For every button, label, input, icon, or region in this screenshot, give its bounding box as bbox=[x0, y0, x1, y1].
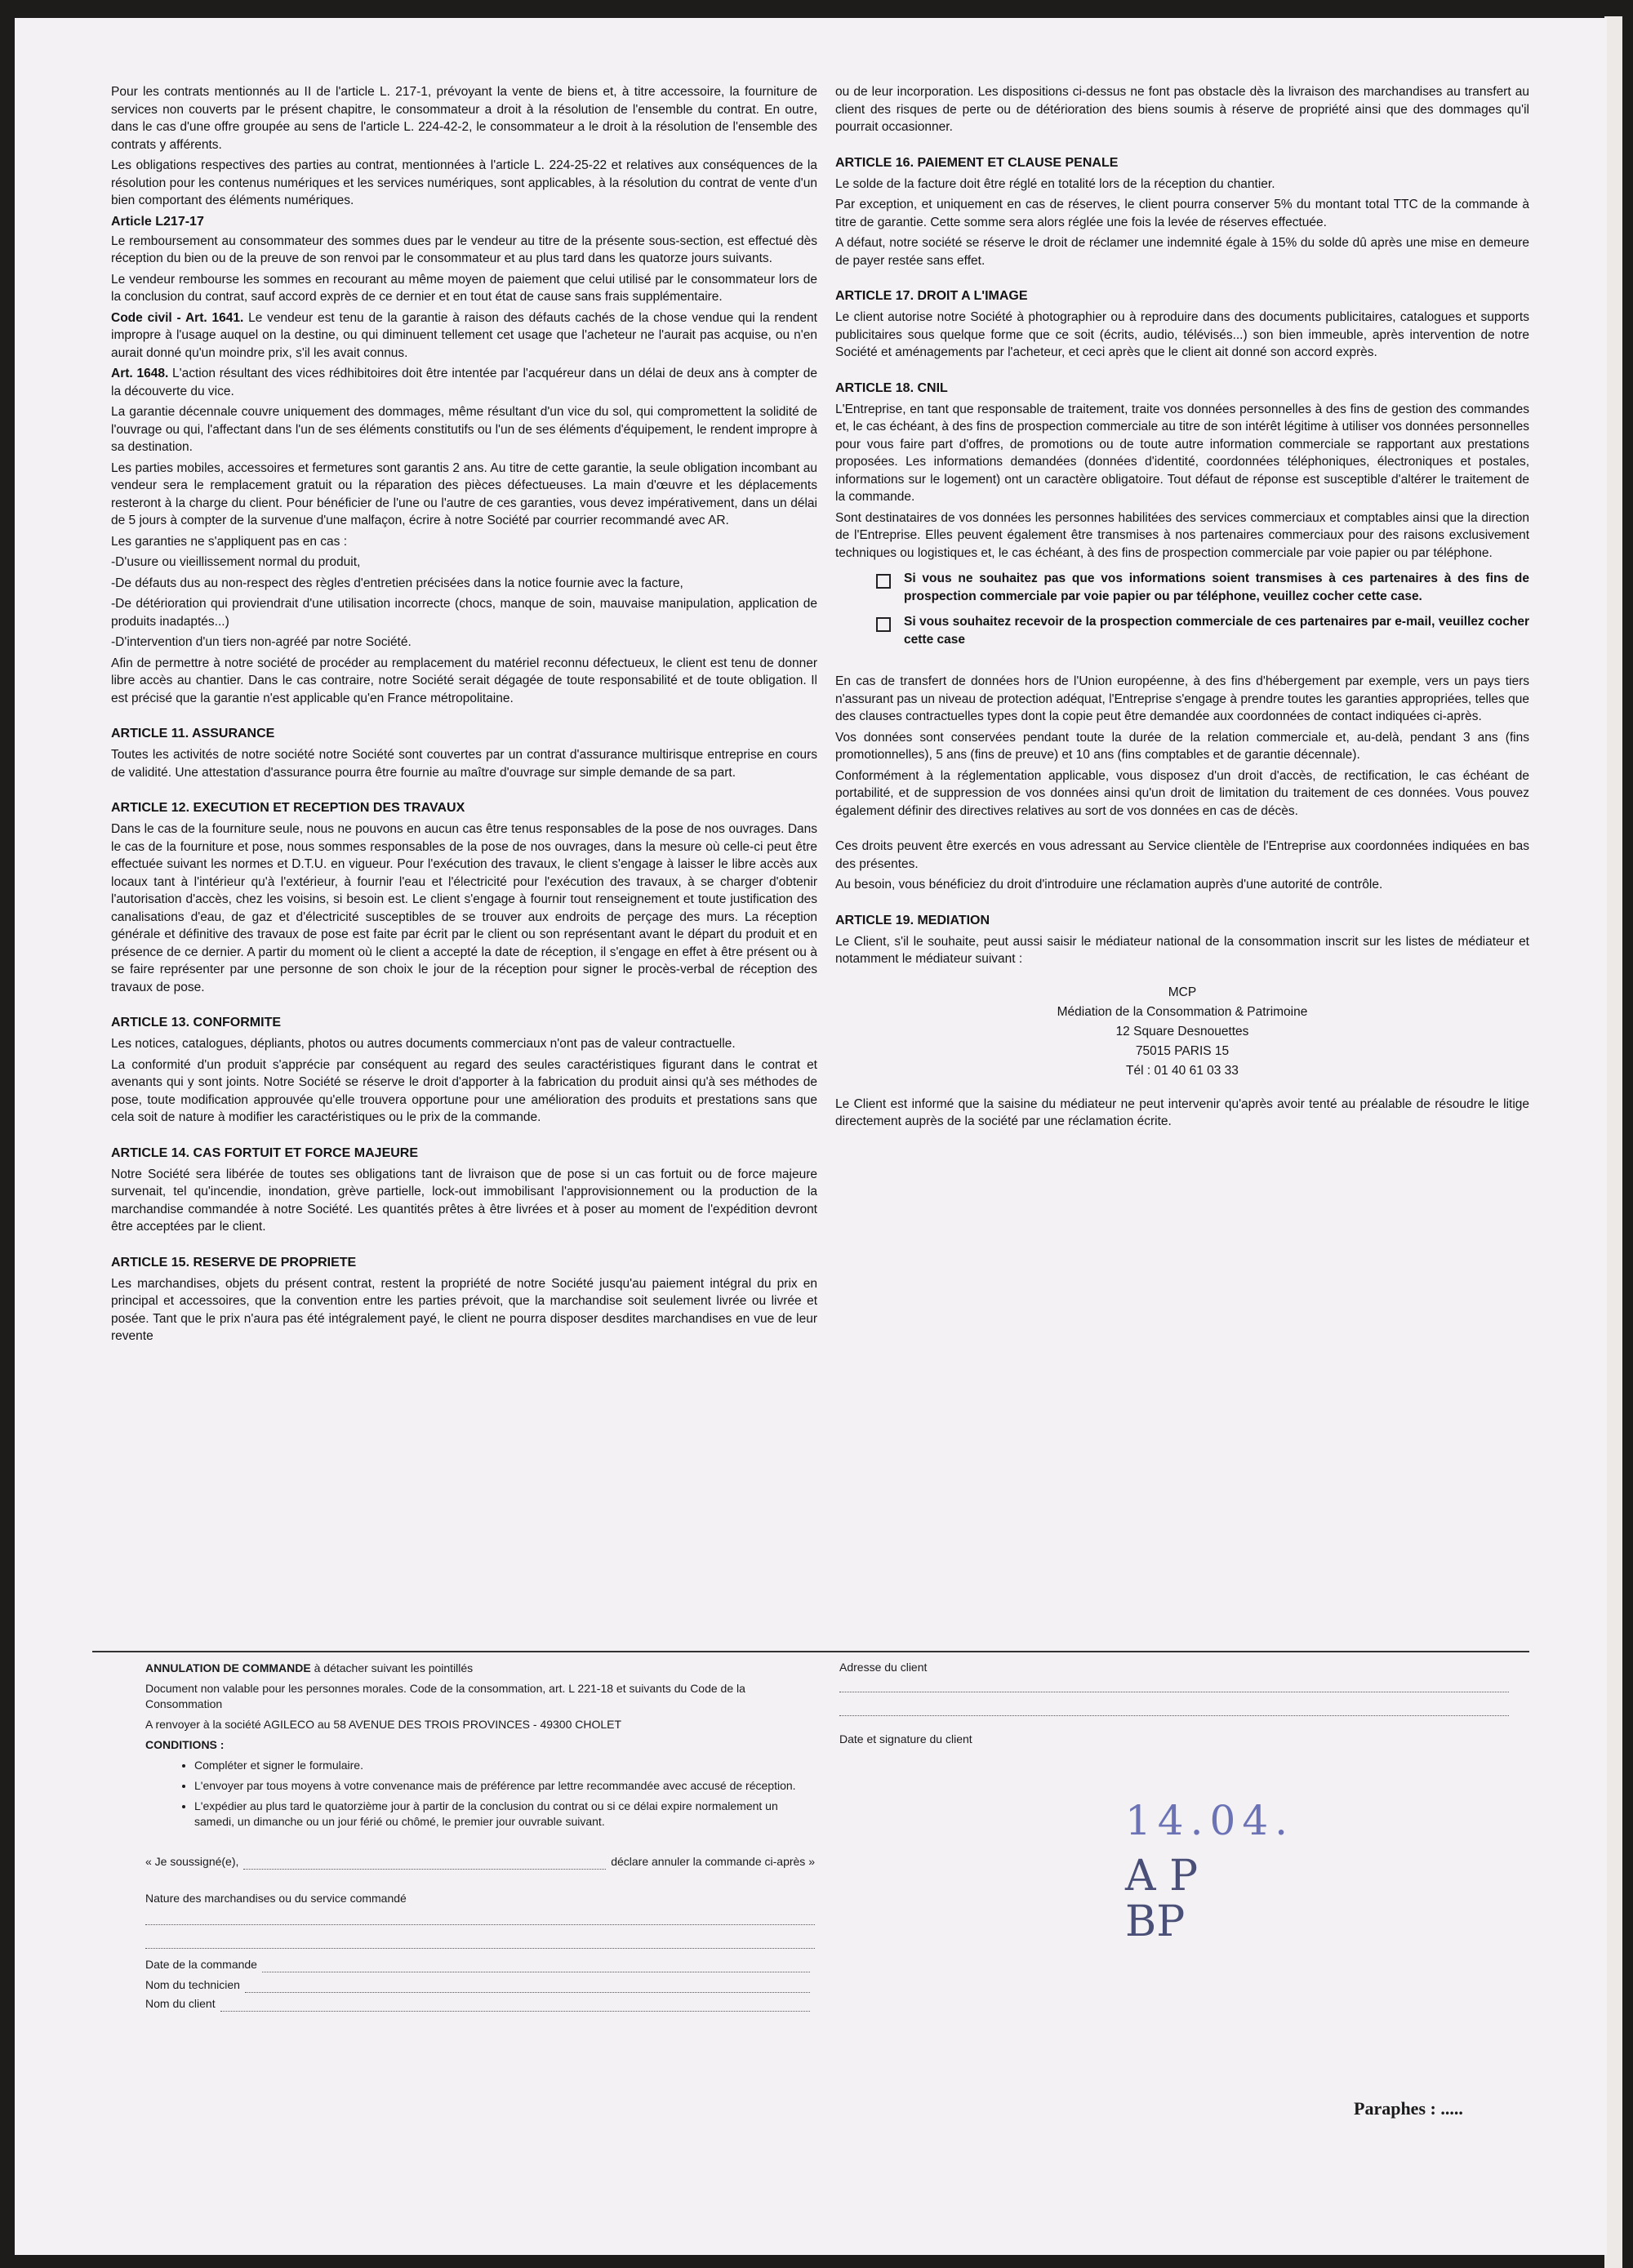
transfer-para-3: Conformément à la réglementation applicable, vous disposez d'un droit d'accès, de rectification, le cas échéant de portabilité, et de suppression de vos données ainsi qu'un droit de limitation du traitement de ces données. Vous pouvez également définir des directives relatives au sort de vos données en cas de décès. bbox=[835, 768, 1529, 818]
article-13-title: ARTICLE 13. CONFORMITE bbox=[111, 1016, 282, 1029]
cancellation-title-bold: ANNULATION DE COMMANDE bbox=[145, 1661, 311, 1674]
page-edge bbox=[1604, 16, 1622, 2268]
checkbox-partners-post-label: Si vous ne souhaitez pas que vos informations soient transmises à ces partenaires à des fins de prospection commerciale par voie papier ou par téléphone, veuillez cocher cette case. bbox=[904, 571, 1529, 603]
conditions-title bbox=[145, 1737, 815, 1753]
cancellation-title-rest: à détacher suivant les pointillés bbox=[310, 1661, 474, 1674]
art1648-label: Art. 1648. bbox=[111, 367, 169, 380]
paraphes-label: Paraphes : ..... bbox=[1354, 2098, 1463, 2119]
intro-paragraph-2: Les obligations respectives des parties au contrat, mentionnées à l'article L. 224-25-22 et relatives aux conséquences de la résolution pour les contenus numériques et les services numériques, sont applicables, à la résolution du contrat de vente d'un bien comportant des éléments numériques. bbox=[111, 158, 817, 207]
nature-label: Nature des marchandises ou du service commandé bbox=[145, 1892, 407, 1905]
transfer-para-1: En cas de transfert de données hors de l'Union européenne, à des fins d'hébergement par exemple, vers un pays tiers n'assurant pas un niveau de protection adéquat, l'Entreprise s'engage à prendre toutes les garanties appropriées, telles que des clauses contractuelles types dont la copie peut être demandée aux coordonnées de contact indiquées ci-après. bbox=[835, 674, 1529, 723]
article-19-text: Le Client, s'il le souhaite, peut aussi saisir le médiateur national de la consommation inscrit sur les listes de médiateur et notamment le médiateur suivant : bbox=[835, 934, 1529, 966]
nom-client-label: Nom du client bbox=[145, 1997, 216, 2010]
cut-line bbox=[92, 1651, 1529, 1652]
cancellation-notice: Document non valable pour les personnes morales. Code de la consommation, art. L 221-18 et suivants du Code de la Consommation bbox=[145, 1682, 745, 1710]
date-signature-label: Date et signature du client bbox=[839, 1732, 972, 1745]
article-16-para-2: Par exception, et uniquement en cas de réserves, le client pourra conserver 5% du montant total TTC de la commande à titre de garantie. Cette somme sera alors réglée une fois la levée de réserves effectuée. bbox=[835, 198, 1529, 229]
article-18-para-1: L'Entreprise, en tant que responsable de traitement, traite vos données personnelles à des fins de gestion des commandes et, le cas échéant, à des fins de prospection commerciale au titre de son intérêt légitime à utiliser vos données personnelles pour vous faire part d'offres, de promotions ou de toute autre information commerciale se rapportant aux prestations proposées. Les informations demandées (données d'identité, coordonnées téléphoniques, électroniques et postales, informations sur le logement) ont un caractère obligatoire. Tout défaut de réponse est susceptible d'altérer le traitement de la commande. bbox=[835, 402, 1529, 504]
nature-input-2[interactable] bbox=[145, 1933, 815, 1949]
article-15-text: Les marchandises, objets du présent contrat, restent la propriété de notre Société jusqu'au paiement intégral du prix en principal et accessoires, que la convention entre les parties prévoit, que la marchandise soit seulement livrée ou livrée et posée. Tant que le prix n'aura pas été intégralement payé, le client ne pourra disposer desdites marchandises en vue de leur revente bbox=[111, 1276, 817, 1343]
nom-client-field bbox=[145, 1996, 815, 2012]
soussigne-input[interactable] bbox=[243, 1857, 606, 1870]
checkbox-row-partners-post bbox=[876, 570, 1529, 605]
nom-technicien-label: Nom du technicien bbox=[145, 1978, 240, 1991]
article-l217-17-title: Article L217-17 bbox=[111, 214, 204, 229]
client-fields bbox=[839, 1661, 1509, 1745]
handwritten-initials-2: BP bbox=[1125, 1897, 1186, 1946]
code-civil-paragraph bbox=[111, 309, 817, 362]
checkbox-row-partners-email bbox=[876, 613, 1529, 648]
adresse-client-label: Adresse du client bbox=[839, 1661, 928, 1674]
article-18-para-2: Sont destinataires de vos données les personnes habilitées des services commerciaux et comptables ainsi que la direction de l'Entreprise. Elles peuvent également être transmises à nos partenaires commerciaux pour des raisons exclusivement techniques ou logistiques et, le cas échéant, à des fins de prospection commerciale par voie papier ou par téléphone. bbox=[835, 510, 1529, 560]
contract-page bbox=[15, 18, 1607, 2255]
nom-technicien-field bbox=[145, 1977, 815, 1993]
article-17-text: Le client autorise notre Société à photographier ou à reproduire dans des documents publicitaires, catalogues et supports publicitaires sous quelque forme que ce soit (écrits, audio, télévisés...) son bien immeuble, après intervention de notre Société et aménagements par l'acheteur, et ceci après que le client ait donné son accord exprès. bbox=[835, 310, 1529, 359]
article-19-title: ARTICLE 19. MEDIATION bbox=[835, 913, 990, 927]
handwritten-initials-1: A P bbox=[1125, 1852, 1199, 1901]
article-18-title: ARTICLE 18. CNIL bbox=[835, 380, 948, 395]
date-commande-input[interactable] bbox=[262, 1960, 810, 1972]
code-civil-text: Le vendeur est tenu de la garantie à raison des défauts cachés de la chose vendue qui la rendent impropre à l'usage auquel on la destine, ou qui diminuent tellement cet usage que l'acheteur ne l'aurait pas acquise, ou n'en aurait donné qu'un moindre prix, s'il les avait connus. bbox=[111, 310, 817, 360]
garantie-para-6: -De détérioration qui proviendrait d'une utilisation incorrecte (chocs, manque de soin, mauvaise manipulation, application de produits inadaptés...) bbox=[111, 597, 817, 629]
cancellation-title bbox=[145, 1661, 815, 1676]
mediator-street: 12 Square Desnouettes bbox=[1115, 1024, 1249, 1038]
nature-input[interactable] bbox=[145, 1910, 815, 1925]
article-16-para-3: A défaut, notre société se réserve le droit de réclamer une indemnité égale à 15% du solde dû après une mise en demeure de payer restée sans effet. bbox=[835, 236, 1529, 268]
checkbox-partners-post[interactable] bbox=[876, 574, 891, 589]
article-16-para-1: Le solde de la facture doit être réglé en totalité lors de la réception du chantier. bbox=[835, 176, 1275, 191]
article-15-title: ARTICLE 15. RESERVE DE PROPRIETE bbox=[111, 1255, 357, 1270]
article-12-title: ARTICLE 12. EXECUTION ET RECEPTION DES TRAVAUX bbox=[111, 801, 465, 815]
garantie-para-5: -De défauts dus au non-respect des règles d'entretien précisées dans la notice fournie avec la facture, bbox=[111, 576, 683, 590]
art1648-text: L'action résultant des vices rédhibitoires doit être intentée par l'acquéreur dans un délai de deux ans à compter de la découverte du vice. bbox=[111, 367, 817, 398]
right-column bbox=[835, 83, 1529, 1134]
condition-item: • Compléter et signer le formulaire. bbox=[194, 1758, 815, 1773]
garantie-para-7: -D'intervention d'un tiers non-agréé par notre Société. bbox=[111, 635, 412, 649]
mediator-phone: Tél : 01 40 61 03 33 bbox=[1126, 1063, 1239, 1078]
checkbox-partners-email[interactable] bbox=[876, 617, 891, 632]
cancellation-send-to: A renvoyer à la société AGILECO au 58 AVENUE DES TROIS PROVINCES - 49300 CHOLET bbox=[145, 1718, 622, 1731]
art1648-paragraph bbox=[111, 365, 817, 400]
mediator-name: MCP bbox=[1168, 985, 1197, 999]
article-16-title: ARTICLE 16. PAIEMENT ET CLAUSE PENALE bbox=[835, 155, 1119, 170]
soussigne-prefix: « Je soussigné(e), bbox=[145, 1855, 239, 1868]
garantie-para-1: La garantie décennale couvre uniquement des dommages, même résultant d'un vice du sol, qui compromettent la solidité de l'ouvrage ou qui, l'affectant dans l'un de ses éléments constitutifs ou l'un de ses éléments d'équipement, le rendent impropre à sa destination. bbox=[111, 405, 817, 454]
nom-technicien-input[interactable] bbox=[245, 1981, 810, 1993]
code-civil-label: Code civil - Art. 1641. bbox=[111, 310, 244, 325]
soussigne-field bbox=[145, 1854, 815, 1870]
article-11-title: ARTICLE 11. ASSURANCE bbox=[111, 727, 275, 740]
condition-item: • L'expédier au plus tard le quatorzième jour à partir de la conclusion du contrat ou si ce délai expire normalement un samedi, un dimanche ou un jour férié ou chômé, le premier jour ouvrable suivant. bbox=[194, 1799, 815, 1830]
conditions-list bbox=[194, 1758, 815, 1830]
garantie-para-3: Les garanties ne s'appliquent pas en cas : bbox=[111, 534, 348, 549]
handwritten-annotation bbox=[1125, 1798, 1294, 1945]
mediator-city: 75015 PARIS 15 bbox=[1135, 1043, 1230, 1058]
mediator-address bbox=[835, 983, 1529, 1081]
adresse-client-input[interactable] bbox=[839, 1677, 1509, 1692]
article-13-para-1: Les notices, catalogues, dépliants, photos ou autres documents commerciaux n'ont pas de valeur contractuelle. bbox=[111, 1037, 736, 1051]
nature-field bbox=[145, 1891, 815, 1949]
mediator-org: Médiation de la Consommation & Patrimoine bbox=[1057, 1004, 1308, 1019]
garantie-para-4: -D'usure ou vieillissement normal du produit, bbox=[111, 555, 361, 569]
right-intro: ou de leur incorporation. Les dispositions ci-dessus ne font pas obstacle dès la livraison des marchandises au transfert au client des risques de perte ou de détérioration des biens soumis à réserve de propriété ainsi que des dommages qu'il pourrait occasionner. bbox=[835, 85, 1529, 134]
conditions-title-text: CONDITIONS : bbox=[145, 1738, 225, 1751]
article-l217-17-para-2: Le vendeur rembourse les sommes en recourant au même moyen de paiement que celui utilisé par le consommateur lors de la conclusion du contrat, sauf accord exprès de ce dernier et en tout état de cause sans frais supplémentaire. bbox=[111, 272, 817, 304]
transfer-para-2: Vos données sont conservées pendant toute la durée de la relation commerciale et, au-delà, pendant 3 ans (fins promotionnelles), 5 ans (fins de preuve) et 10 ans (fins comptables et de garantie décennale). bbox=[835, 730, 1529, 762]
article-13-para-2: La conformité d'un produit s'apprécie par conséquent au regard des seules caractéristiques figurant dans le contrat et avenants qui y sont joints. Notre Société se réserve le droit d'apporter à la fabrication du produit ainsi qu'à ses méthodes de pose, toute modification approuvée qu'elle trouvera opportune pour une amélioration des produits et prestations sans que cela soit de nature à modifier les caractéristiques ou le prix de la commande. bbox=[111, 1057, 817, 1124]
condition-item: • L'envoyer par tous moyens à votre convenance mais de préférence par lettre recommandée avec accusé de réception. bbox=[194, 1778, 815, 1794]
article-14-title: ARTICLE 14. CAS FORTUIT ET FORCE MAJEURE bbox=[111, 1145, 419, 1160]
soussigne-suffix: déclare annuler la commande ci-après » bbox=[611, 1855, 815, 1868]
garantie-para-2: Les parties mobiles, accessoires et fermetures sont garantis 2 ans. Au titre de cette garantie, la seule obligation incombant au vendeur sera le remplacement gratuit ou la réparation des pièces défectueuses. La main d'œuvre et les déplacements resteront à la charge du client. Pour bénéficier de l'une ou l'autre de ces garanties, vous devez impérativement, dans un délai de 5 jours à compter de la survenue d'une malfaçon, écrire à notre Société par courrier recommandé avec AR. bbox=[111, 460, 817, 527]
nom-client-input[interactable] bbox=[220, 1999, 810, 2012]
intro-paragraph-1: Pour les contrats mentionnés au II de l'article L. 217-1, prévoyant la vente de biens et, à titre accessoire, la fourniture de services non couverts par le présent chapitre, le consommateur a droit à la résolution de l'ensemble du contrat. En outre, dans le cas d'une offre groupée au sens de l'article L. 224-42-2, le consommateur a le droit à la résolution de l'ensemble des contrats y afférents. bbox=[111, 85, 817, 152]
cancellation-form bbox=[145, 1661, 815, 2015]
handwritten-date: 14.04. bbox=[1125, 1797, 1295, 1844]
garantie-para-8: Afin de permettre à notre société de procéder au remplacement du matériel reconnu défectueux, le client est tenu de donner libre accès au chantier. Dans le cas contraire, notre Société serait dégagée de toute responsabilité et de toute obligation. Il est précisé que la garantie n'est applicable qu'en France métropolitaine. bbox=[111, 656, 817, 705]
article-12-text: Dans le cas de la fourniture seule, nous ne pouvons en aucun cas être tenus responsables de la pose de nos ouvrages. Dans le cas de la fourniture et pose, nous sommes responsables de la pose de nos ouvrages, dans la mesure où celle-ci peut être effectuée suivant les normes et D.T.U. en vigueur. Pour l'exécution des travaux, le client s'engage à laisser le libre accès aux locaux tant à l'intérieur qu'à l'extérieur, à fournir l'eau et l'électricité pour l'exécution des travaux, à se charger d'obtenir l'autorisation d'accès, chez les voisins, si besoin est. Le client s'engage à fournir tout renseignement et toute justification des canalisations d'eau, de gaz et d'électricité susceptibles de se trouver aux endroits de perçage des murs. La réception générale et définitive des travaux de pose est faite par écrit par le client ou son représentant avant le départ du produit et en présence de ce dernier. A partir du moment où le client a accepté la date de réception, il s'engage en effet à être présent ou à se faire représenter par une personne de son choix le jour de la réception pour signer le procès-verbal de réception des travaux de pose. bbox=[111, 822, 817, 994]
article-17-title: ARTICLE 17. DROIT A L'IMAGE bbox=[835, 289, 1028, 303]
checkbox-partners-email-label: Si vous souhaitez recevoir de la prospection commerciale de ces partenaires par e-mail, veuillez cocher cette case bbox=[904, 615, 1529, 647]
adresse-client-input-2[interactable] bbox=[839, 1701, 1509, 1716]
date-commande-field bbox=[145, 1957, 815, 1972]
article-11-text: Toutes les activités de notre société notre Société sont couvertes par un contrat d'assurance multirisque entreprise en cours de validité. Une attestation d'assurance pourra être fournie au maître d'ouvrage sur simple demande de sa part. bbox=[111, 748, 817, 780]
article-l217-17-para-1: Le remboursement au consommateur des sommes dues par le vendeur au titre de la présente sous-section, est effectué dès réception du bien ou de la preuve de son renvoi par le consommateur et au plus tard dans les quatorze jours suivants. bbox=[111, 233, 817, 265]
date-commande-label: Date de la commande bbox=[145, 1958, 257, 1971]
article-14-text: Notre Société sera libérée de toutes ses obligations tant de livraison que de pose si un cas fortuit ou de force majeure survenait, tel qu'incendie, inondation, grève partielle, lock-out immobilisant l'approvisionnement ou la production de la marchandise commandée à notre Société. Les quantités prêtes à être livrées et à poser au moment de l'expédition devront être acceptées par le client. bbox=[111, 1167, 817, 1234]
mediation-closing: Le Client est informé que la saisine du médiateur ne peut intervenir qu'après avoir tenté au préalable de résoudre le litige directement auprès de la société par une réclamation écrite. bbox=[835, 1096, 1529, 1128]
left-column bbox=[111, 83, 817, 1349]
rights-para-2: Au besoin, vous bénéficiez du droit d'introduire une réclamation auprès d'une autorité de contrôle. bbox=[835, 878, 1383, 892]
rights-para-1: Ces droits peuvent être exercés en vous adressant au Service clientèle de l'Entreprise aux coordonnées indiquées en bas des présentes. bbox=[835, 839, 1529, 871]
